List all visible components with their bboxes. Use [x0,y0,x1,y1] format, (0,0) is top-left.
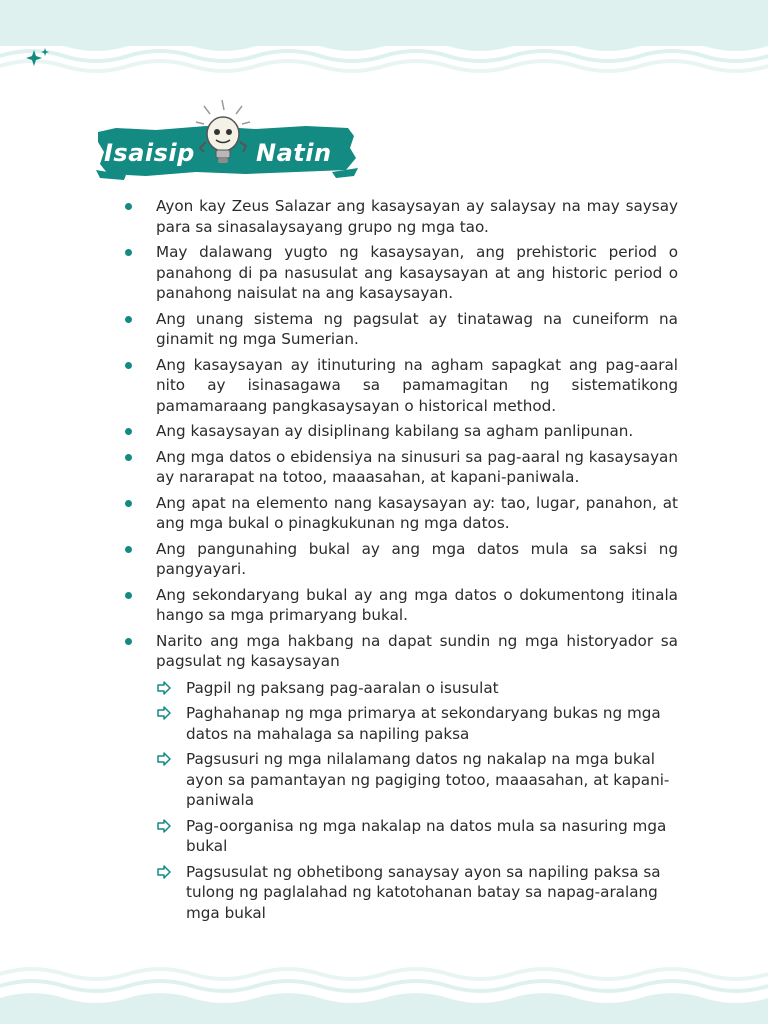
arrow-right-icon [156,681,172,695]
bullet-dot-icon [125,428,132,435]
step-item [156,749,678,811]
bullet-item [122,196,678,237]
bullet-item [122,493,678,534]
step-text: Pag-oorganisa ng mga nakalap na datos mula sa nasuring mga bukal [186,816,667,855]
step-text: Pagsusuri ng mga nilalamang datos ng nakalap na mga bukal ayon sa pamantayan ng pagiging totoo, maaasahan, at kapani-paniwala [186,750,670,809]
bullet-text: Ang kasaysayan ay itinuturing na agham sapagkat ang pag-aaral nito ay isinasagawa sa pamamagitan ng sistematikong pamamaraang pangkasaysayan o historical method. [156,355,678,415]
title-word-natin: Natin [256,139,332,167]
step-item [156,816,678,857]
bullet-text: Ayon kay Zeus Salazar ang kasaysayan ay salaysay na may saysay para sa sinasalaysayang grupo ng mga tao. [156,197,678,236]
bullet-text: Ang sekondaryang bukal ay ang mga datos o dokumentong itinala hango sa mga primaryang bukal. [156,585,678,624]
arrow-right-icon [156,706,172,720]
historian-steps-list [156,678,678,924]
sparkle-icon [24,46,52,68]
bullet-dot-icon [125,638,132,645]
bullet-item [122,242,678,304]
bullet-text: Ang unang sistema ng pagsulat ay tinatawag na cuneiform na ginamit ng mga Sumerian. [156,309,678,348]
title-word-isaisip: Isaisip [104,139,195,167]
bullet-dot-icon [125,546,132,553]
bullet-item [122,631,678,924]
key-points-list [122,196,678,923]
bullet-dot-icon [125,454,132,461]
bullet-dot-icon [125,316,132,323]
bullet-dot-icon [125,249,132,256]
bullet-dot-icon [125,362,132,369]
bullet-text: Ang mga datos o ebidensiya na sinusuri sa pag-aaral ng kasaysayan ay nararapat na totoo, maaasahan, at kapani-paniwala. [156,447,678,486]
arrow-right-icon [156,819,172,833]
arrow-right-icon [156,752,172,766]
bullet-item [122,355,678,417]
bullet-item [122,421,678,442]
top-wave-border [0,0,768,80]
step-text: Pagsusulat ng obhetibong sanaysay ayon sa napiling paksa sa tulong ng paglalahad ng katotohanan batay sa napag-aralang mga bukal [186,862,661,922]
step-item [156,703,678,744]
bullet-item [122,309,678,350]
step-text: Pagpil ng paksang pag-aaralan o isusulat [186,678,499,697]
bullet-item [122,447,678,488]
bottom-wave-border [0,964,768,1024]
bullet-dot-icon [125,500,132,507]
step-item [156,862,678,924]
bullet-item [122,585,678,626]
bullet-text: May dalawang yugto ng kasaysayan, ang prehistoric period o panahong di pa nasusulat ang kasaysayan at ang historic period o panahong naisulat na ang kasaysayan. [156,243,678,302]
bullet-item [122,539,678,580]
bullet-text: Ang kasaysayan ay disiplinang kabilang sa agham panlipunan. [156,422,634,440]
section-title-banner [96,96,358,188]
bullet-dot-icon [125,203,132,210]
arrow-right-icon [156,865,172,879]
bullet-text: Narito ang mga hakbang na dapat sundin ng mga historyador sa pagsulat ng kasaysayan [156,631,678,670]
step-text: Paghahanap ng mga primarya at sekondaryang bukas ng mga datos na mahalaga sa napiling paksa [186,704,661,743]
summary-content [122,196,678,928]
bullet-text: Ang apat na elemento nang kasaysayan ay: tao, lugar, panahon, at ang mga bukal o pinagkukunan ng mga datos. [156,493,678,532]
step-item [156,678,678,699]
bullet-dot-icon [125,592,132,599]
bullet-text: Ang pangunahing bukal ay ang mga datos mula sa saksi ng pangyayari. [156,539,678,578]
